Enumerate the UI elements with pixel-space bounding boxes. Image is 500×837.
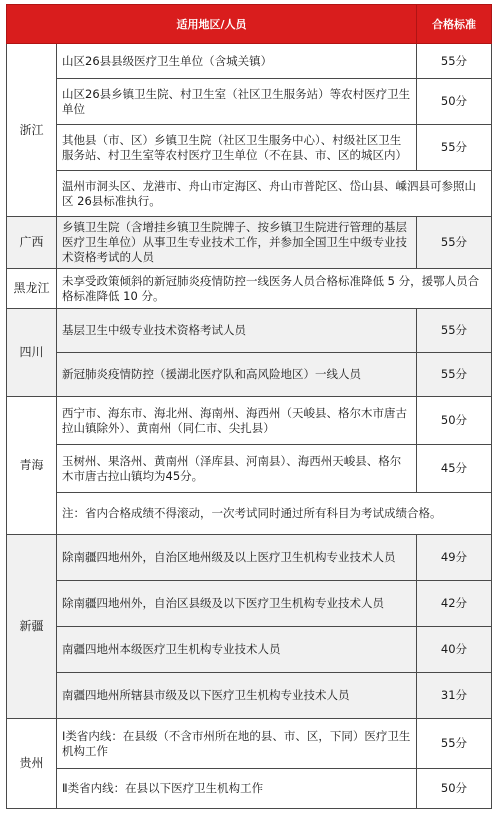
score-cell: 55分 xyxy=(417,309,492,353)
standards-table-container xyxy=(6,4,491,809)
table-row xyxy=(7,581,492,627)
table-row xyxy=(7,535,492,581)
score-cell: 45分 xyxy=(417,445,492,493)
table-row xyxy=(7,769,492,809)
desc-cell: 基层卫生中级专业技术资格考试人员 xyxy=(57,309,417,353)
desc-cell: Ⅱ类省内线：在县以下医疗卫生机构工作 xyxy=(57,769,417,809)
desc-cell: 乡镇卫生院（含增挂乡镇卫生院牌子、按乡镇卫生院进行管理的基层医疗卫生单位）从事卫生专业技术工作，并参加全国卫生中级专业技术资格考试的人员 xyxy=(57,217,417,269)
score-cell: 50分 xyxy=(417,79,492,125)
desc-cell: 南疆四地州所辖县市级及以下医疗卫生机构专业技术人员 xyxy=(57,673,417,719)
score-cell: 42分 xyxy=(417,581,492,627)
score-cell: 55分 xyxy=(417,719,492,769)
desc-cell: 山区26县乡镇卫生院、村卫生室（社区卫生服务站）等农村医疗卫生单位 xyxy=(57,79,417,125)
table-row xyxy=(7,171,492,217)
score-cell: 55分 xyxy=(417,125,492,171)
desc-cell: 新冠肺炎疫情防控（援湖北医疗队和高风险地区）一线人员 xyxy=(57,353,417,397)
region-cell: 新疆 xyxy=(7,535,57,719)
score-cell: 55分 xyxy=(417,44,492,79)
score-cell: 50分 xyxy=(417,397,492,445)
note-cell: 温州市洞头区、龙港市、舟山市定海区、舟山市普陀区、岱山县、嵊泗县可参照山区 26县标准执行。 xyxy=(57,171,492,217)
header-score-col: 合格标准 xyxy=(417,5,492,44)
desc-cell: 除南疆四地州外，自治区县级及以下医疗卫生机构专业技术人员 xyxy=(57,581,417,627)
table-row xyxy=(7,269,492,309)
score-cell: 50分 xyxy=(417,769,492,809)
desc-cell: Ⅰ类省内线：在县级（不含市州所在地的县、市、区，下同）医疗卫生机构工作 xyxy=(57,719,417,769)
score-cell: 55分 xyxy=(417,217,492,269)
table-row xyxy=(7,445,492,493)
table-row xyxy=(7,627,492,673)
header-region-col: 适用地区/人员 xyxy=(7,5,417,44)
table-row xyxy=(7,397,492,445)
desc-cell: 除南疆四地州外，自治区地州级及以上医疗卫生机构专业技术人员 xyxy=(57,535,417,581)
note-cell: 注：省内合格成绩不得滚动，一次考试同时通过所有科目为考试成绩合格。 xyxy=(57,493,492,535)
table-row xyxy=(7,44,492,79)
score-cell: 49分 xyxy=(417,535,492,581)
table-row xyxy=(7,673,492,719)
table-row xyxy=(7,719,492,769)
score-cell: 31分 xyxy=(417,673,492,719)
desc-cell: 南疆四地州本级医疗卫生机构专业技术人员 xyxy=(57,627,417,673)
region-cell: 广西 xyxy=(7,217,57,269)
region-cell: 贵州 xyxy=(7,719,57,809)
note-cell: 未享受政策倾斜的新冠肺炎疫情防控一线医务人员合格标准降低 5 分，援鄂人员合格标准降低 10 分。 xyxy=(57,269,492,309)
region-cell: 黑龙江 xyxy=(7,269,57,309)
table-row xyxy=(7,309,492,353)
table-row xyxy=(7,353,492,397)
desc-cell: 玉树州、果洛州、黄南州（泽库县、河南县）、海西州天峻县、格尔木市唐古拉山镇均为45分。 xyxy=(57,445,417,493)
region-cell: 浙江 xyxy=(7,44,57,217)
table-row xyxy=(7,125,492,171)
table-header-row xyxy=(7,5,492,44)
score-cell: 55分 xyxy=(417,353,492,397)
desc-cell: 山区26县县级医疗卫生单位（含城关镇） xyxy=(57,44,417,79)
score-cell: 40分 xyxy=(417,627,492,673)
table-row xyxy=(7,493,492,535)
table-row xyxy=(7,79,492,125)
region-cell: 四川 xyxy=(7,309,57,397)
desc-cell: 其他县（市、区）乡镇卫生院（社区卫生服务中心）、村级社区卫生服务站、村卫生室等农村医疗卫生单位（不在县、市、区的城区内） xyxy=(57,125,417,171)
desc-cell: 西宁市、海东市、海北州、海南州、海西州（天峻县、格尔木市唐古拉山镇除外）、黄南州（同仁市、尖扎县） xyxy=(57,397,417,445)
region-cell: 青海 xyxy=(7,397,57,535)
table-row xyxy=(7,217,492,269)
standards-table xyxy=(6,4,492,809)
